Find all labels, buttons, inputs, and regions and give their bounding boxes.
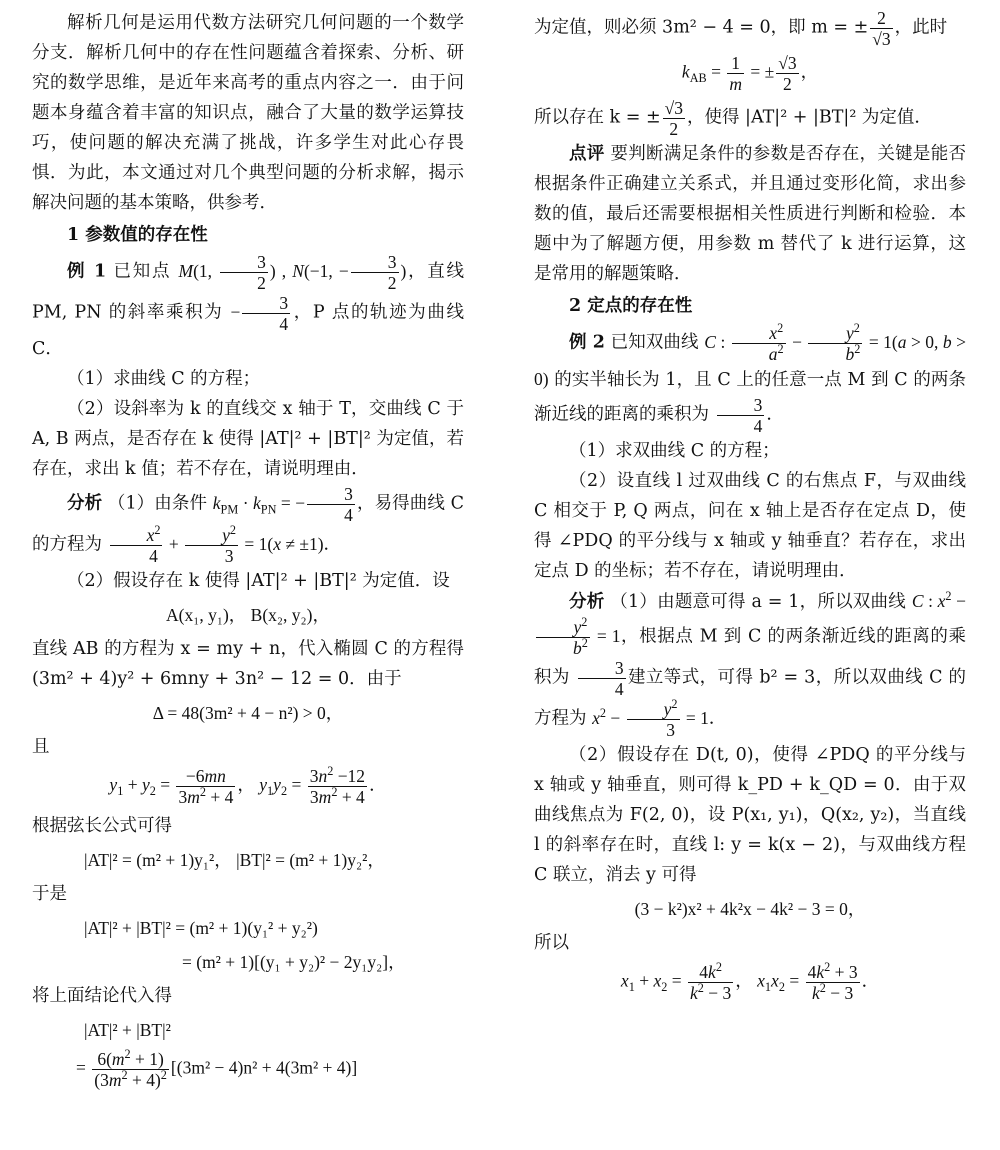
line-ab-paragraph: 直线 AB 的方程为 x = my + n，代入椭圆 C 的方程得 (3m² + 4)y² + 6mny + 3n² − 12 = 0．由于 xyxy=(32,639,464,689)
equation-last-2: = $\frac{6(m^2 + 1)}{(3m^2 + 4)^2}$ [(3m² − 4)n² + 4(3m² + 4)] xyxy=(76,1047,358,1090)
example-1-label: 例 1 xyxy=(67,261,107,282)
example-2: 例 2 已知双曲线 C : $\frac{x^2}{a^2}$ − $\frac{y^2}{b^2}$ = 1(a > 0, b > 0) 的实半轴长为 1，且 C 上的任意一点 M 到 C 的两条渐近线的距离的乘积为 $\frac{3}{4}$ ． xyxy=(534,321,966,436)
analysis-2-label: 分析 xyxy=(569,592,605,612)
equation-kab: $k_{AB}$ = $\frac{1}{m}$ = ± $\frac{√3}{2}$ ， xyxy=(681,53,819,94)
example-1: 例 1 已知点 M(1, $\frac{3}{2}$ ) , N(−1, − $\frac{3}{2}$ )，直线 PM, PN 的斜率乘积为 − $\frac{3}{4}$ ，P 点的轨迹为曲线 C． xyxy=(32,252,465,359)
equation-sum-2: = (m² + 1)[(y₁ + y₂)² − 2y₁y₂]， xyxy=(182,952,406,972)
right-paragraph-1: 为定值，则必须 3m² − 4 = 0，即 m = ± $\frac{2}{√3}$ ，此时 xyxy=(534,8,948,49)
comment-label: 点评 xyxy=(569,144,605,164)
equation-at-bt: |AT|² = (m² + 1)y₁²， |BT|² = (m² + 1)y₂²， xyxy=(84,850,385,870)
intro-paragraph: 解析几何是运用代数方法研究几何问题的一个数学分支．解析几何中的存在性问题蕴含着探索、分析、研究的数学思维，是近年来高考的重点内容之一．由于问题本身蕴含着丰富的知识点，融合了大量的数学运算技巧，使问题的解决充满了挑战，许多学生对此心存畏惧．为此，本文通过对几个典型问题的分析求解，揭示解决问题的基本策略，供参考． xyxy=(32,13,464,213)
comment-paragraph: 点评 要判断满足条件的参数是否存在，关键是能否根据条件正确建立关系式，并且通过变形化简，求出参数的值，最后还需要根据相关性质进行判断和检验．本题中为了解题方便，用参数 m 替代了 k 进行运算，这是常用的解题策略． xyxy=(534,144,966,284)
yushi-text: 于是 xyxy=(32,884,67,904)
equation-vieta: $y_1 + y_2$ = $\frac{-6mn}{3m^2 + 4}$ ， $y_1y_2$ = $\frac{3n^2 -12}{3m^2 + 4}$ ． xyxy=(109,764,387,807)
analysis-2: （2）假设存在 k 使得 |AT|² + |BT|² 为定值．设 xyxy=(67,571,450,591)
substitute-text: 将上面结论代入得 xyxy=(32,986,172,1006)
question-2: （2）设斜率为 k 的直线交 x 轴于 T，交曲线 C 于 A, B 两点，是否存在 k 使得 |AT|² + |BT|² 为定值，若存在，求出 k 值；若不存在，请说明理由． xyxy=(32,399,464,479)
equation-vieta-2: $x_1 + x_2$ = $\frac{4k^2}{k^2 - 3}$ ， $x_1x_2$ = $\frac{4k^2 + 3}{k^2 - 3}$ ． xyxy=(620,960,880,1003)
analysis-2-2: （2）假设存在 D(t, 0)，使得 ∠PDQ 的平分线与 x 轴或 y 轴垂直，则可得 k_PD + k_QD = 0．由于双曲线焦点为 F(2, 0)，设 P(x₁, y₁)，Q(x₂, y₂)，当直线 l 的斜率存在时，直线 l: y = k(x − 2)，与双曲线方程 C 联立，消去 y 可得 xyxy=(534,745,966,885)
left-column xyxy=(32,8,464,1094)
equation-delta: Δ = 48(3m² + 4 − n²) > 0， xyxy=(152,703,344,723)
equation-last-1: |AT|² + |BT|² xyxy=(84,1020,171,1040)
question-2-1: （1）求双曲线 C 的方程； xyxy=(569,441,780,461)
question-1: （1）求曲线 C 的方程； xyxy=(67,369,261,389)
and-text: 且 xyxy=(32,737,50,757)
question-2-2: （2）设直线 l 过双曲线 C 的右焦点 F，与双曲线 C 相交于 P, Q 两点，问在 x 轴上是否存在定点 D，使得 ∠PDQ 的平分线与 x 轴或 y 轴垂直？若存在，求出定点 D 的坐标；若不存在，请说明理由． xyxy=(534,471,966,581)
analysis-2-1: 分析 （1）由题意可得 a = 1，所以双曲线 C : $x^2$ − $\frac{y^2}{b^2}$ = 1，根据点 M 到 C 的两条渐近线的距离的乘积为 $\frac{3}{4}$ 建立等式，可得 b² = 3，所以双曲线 C 的方程为 $x^2$ − $\frac{y^2}{3}$ = 1． xyxy=(534,589,967,740)
right-column xyxy=(534,8,966,1007)
points-mn: M(1, $\frac{3}{2}$ ) , N(−1, − $\frac{3}{2}$ ) xyxy=(178,252,407,293)
right-paragraph-2: 所以存在 k = ± $\frac{√3}{2}$ ，使得 |AT|² + |BT|² 为定值． xyxy=(534,98,932,139)
equation-ab-points: A(x₁, y₁)， B(x₂, y₂)， xyxy=(166,605,330,625)
section-1-heading: 1 参数值的存在性 xyxy=(67,225,208,245)
equation-quadratic: (3 − k²)x² + 4k²x − 4k² − 3 = 0， xyxy=(634,899,866,919)
example-2-label: 例 2 xyxy=(569,332,605,353)
section-2-heading: 2 定点的存在性 xyxy=(569,296,693,316)
suoyi-text: 所以 xyxy=(534,933,569,953)
analysis-1: 分析 （1）由条件 $k_{PM} \cdot k_{PN}$ = − $\frac{3}{4}$ ，易得曲线 C 的方程为 $\frac{x^2}{4}$ + $\frac{y^2}{3}$ = 1(x ≠ ±1)． xyxy=(32,484,464,566)
chord-text: 根据弦长公式可得 xyxy=(32,816,172,836)
analysis-label: 分析 xyxy=(67,493,103,514)
equation-sum-1: |AT|² + |BT|² = (m² + 1)(y₁² + y₂²) xyxy=(84,918,318,938)
